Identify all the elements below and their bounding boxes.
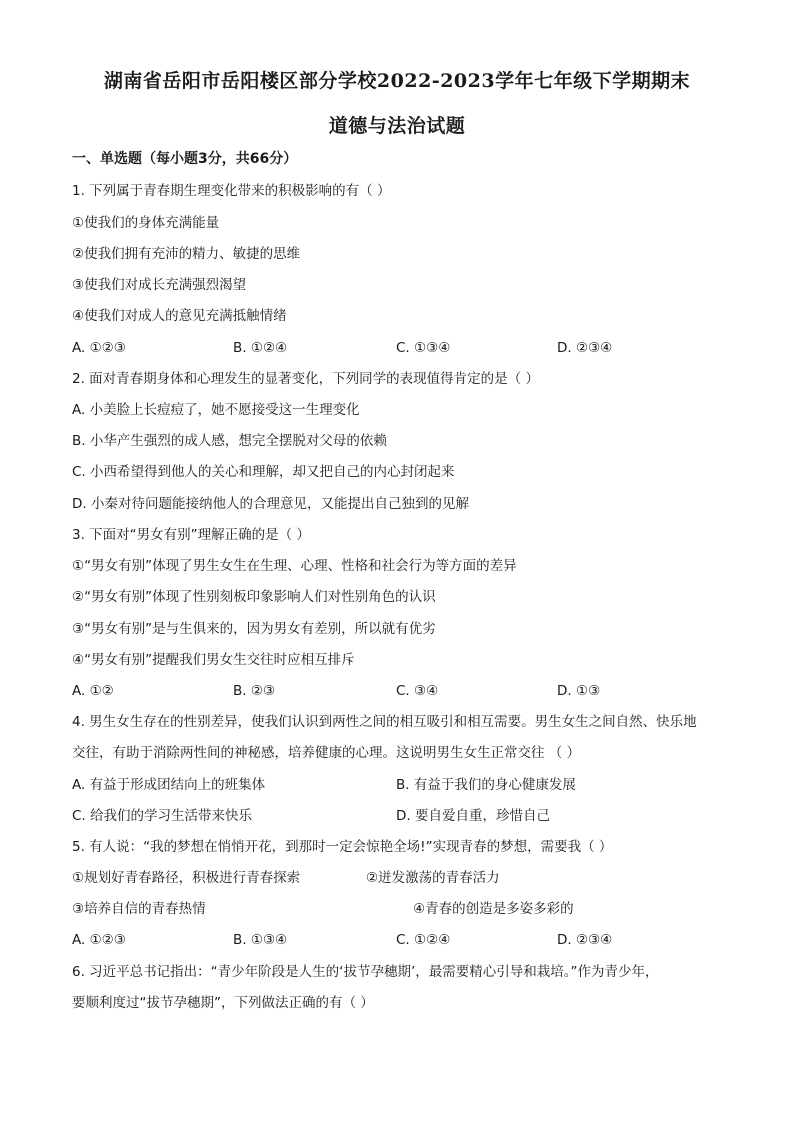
q5-item-2: ②迸发激荡的青春活力 (366, 870, 500, 886)
q1-item-2: ②使我们拥有充沛的精力、敏捷的思维 (72, 246, 301, 262)
q5-item-4: ④青春的创造是多姿多彩的 (413, 901, 574, 917)
q2-option-c: C. 小西希望得到他人的关心和理解，却又把自己的内心封闭起来 (72, 464, 455, 480)
q4-stem-line2: 交往，有助于消除两性间的神秘感，培养健康的心理。这说明男生女生正常交往 （ ） (72, 745, 581, 761)
q1-option-c: C. ①③④ (396, 340, 451, 356)
q2-option-d: D. 小秦对待问题能接纳他人的合理意见，又能提出自己独到的见解 (72, 496, 469, 512)
q6-stem-line1: 6. 习近平总书记指出：“青少年阶段是人生的‘拔节孕穗期’，最需要精心引导和栽培。”作为青少年， (72, 964, 659, 980)
q5-stem: 5. 有人说：“我的梦想在悄悄开花，到那时一定会惊艳全场!”实现青春的梦想，需要我（ ） (72, 839, 613, 855)
q3-option-d: D. ①③ (557, 683, 601, 699)
q3-item-1: ①“男女有别”体现了男生女生在生理、心理、性格和社会行为等方面的差异 (72, 558, 517, 574)
q1-option-d: D. ②③④ (557, 340, 613, 356)
exam-title-line1: 湖南省岳阳市岳阳楼区部分学校2022-2023学年七年级下学期期末 (103, 70, 691, 92)
q1-option-a: A. ①②③ (72, 340, 126, 356)
q3-option-a: A. ①② (72, 683, 114, 699)
q1-item-3: ③使我们对成长充满强烈渴望 (72, 277, 247, 293)
q1-option-b: B. ①②④ (233, 340, 288, 356)
q4-option-d: D. 要自爱自重，珍惜自己 (396, 808, 550, 824)
q1-stem: 1. 下列属于青春期生理变化带来的积极影响的有（ ） (72, 183, 391, 199)
q4-option-c: C. 给我们的学习生活带来快乐 (72, 808, 253, 824)
q2-option-b: B. 小华产生强烈的成人感，想完全摆脱对父母的依赖 (72, 433, 387, 449)
q4-stem-line1: 4. 男生女生存在的性别差异，使我们认识到两性之间的相互吸引和相互需要。男生女生之间自然、快乐地 (72, 714, 697, 730)
section-heading: 一、单选题（每小题3分，共66分） (72, 151, 298, 167)
q3-stem: 3. 下面对“男女有别”理解正确的是（ ） (72, 527, 310, 543)
q6-stem-line2: 要顺利度过“拔节孕穗期”，下列做法正确的有（ ） (72, 995, 374, 1011)
q2-option-a: A. 小美脸上长痘痘了，她不愿接受这一生理变化 (72, 402, 360, 418)
q5-option-d: D. ②③④ (557, 932, 613, 948)
q1-item-1: ①使我们的身体充满能量 (72, 215, 220, 231)
q5-option-a: A. ①②③ (72, 932, 126, 948)
q5-option-b: B. ①③④ (233, 932, 288, 948)
q1-item-4: ④使我们对成人的意见充满抵触情绪 (72, 308, 287, 324)
q3-item-2: ②“男女有别”体现了性别刻板印象影响人们对性别角色的认识 (72, 589, 436, 605)
q3-option-c: C. ③④ (396, 683, 439, 699)
q3-option-b: B. ②③ (233, 683, 276, 699)
exam-title-line2: 道德与法治试题 (328, 115, 466, 137)
q5-item-3: ③培养自信的青春热情 (72, 901, 206, 917)
q5-item-1: ①规划好青春路径，积极进行青春探索 (72, 870, 301, 886)
q4-option-a: A. 有益于形成团结向上的班集体 (72, 777, 266, 793)
q4-option-b: B. 有益于我们的身心健康发展 (396, 777, 576, 793)
q3-item-4: ④“男女有别”提醒我们男女生交往时应相互排斥 (72, 652, 355, 668)
q3-item-3: ③“男女有别”是与生俱来的，因为男女有差别，所以就有优劣 (72, 621, 436, 637)
q2-stem: 2. 面对青春期身体和心理发生的显著变化，下列同学的表现值得肯定的是（ ） (72, 371, 539, 387)
q5-option-c: C. ①②④ (396, 932, 451, 948)
